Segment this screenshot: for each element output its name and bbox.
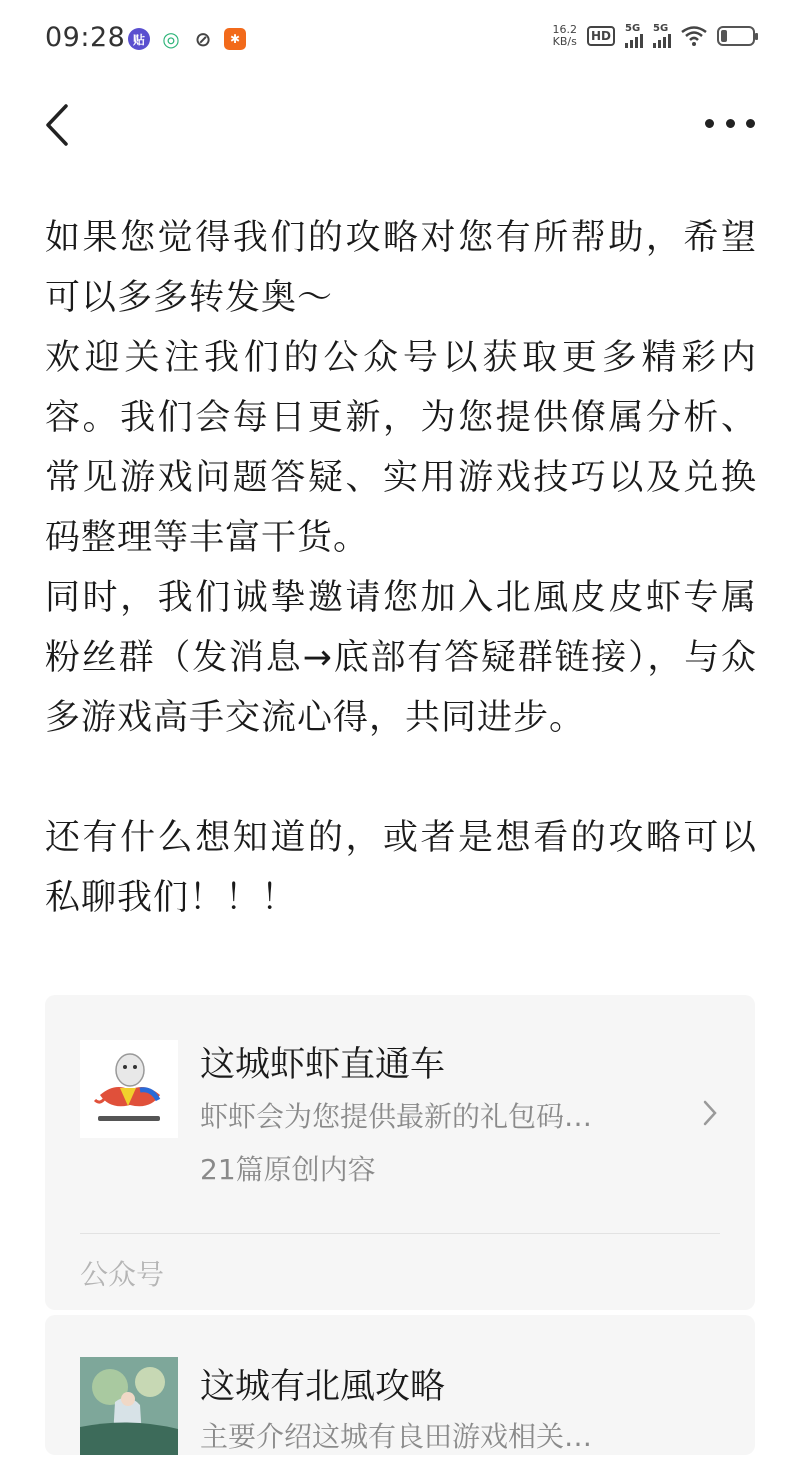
divider (80, 1233, 720, 1234)
account-article-count: 21篇原创内容 (200, 1153, 376, 1186)
link-icon: ⊘ (194, 27, 212, 51)
net-speed-value: 16.2 (552, 23, 577, 36)
status-time: 09:28 (45, 22, 126, 53)
spacer (45, 748, 757, 808)
tieba-icon: 贴 (128, 28, 150, 50)
signal-icon (653, 24, 671, 48)
chevron-right-icon[interactable] (700, 1098, 720, 1128)
more-dot (705, 119, 714, 128)
wechat-pay-icon: ◎ (162, 27, 180, 51)
article-paragraph: 同时，我们诚挚邀请您加入北風皮皮虾专属粉丝群（发消息→底部有答疑群链接），与众多游戏高手交流心得，共同进步。 (45, 578, 757, 738)
back-arrow-icon (40, 100, 80, 150)
account-avatar (80, 1357, 178, 1455)
account-description: 虾虾会为您提供最新的礼包码… (200, 1100, 593, 1133)
account-description: 主要介绍这城有良田游戏相关… (200, 1420, 593, 1453)
article-paragraph: 欢迎关注我们的公众号以获取更多精彩内容。我们会每日更新，为您提供僚属分析、常见游戏问题答疑、实用游戏技巧以及兑换码整理等丰富干货。 (45, 338, 757, 558)
account-name[interactable]: 这城虾虾直通车 (200, 1045, 446, 1085)
more-dot (726, 119, 735, 128)
more-dot (746, 119, 755, 128)
wifi-icon (681, 26, 707, 46)
card-type-label: 公众号 (80, 1258, 165, 1291)
battery-icon (717, 26, 755, 46)
hd-icon: HD (587, 26, 615, 46)
status-bar (0, 0, 800, 80)
signal-icon (625, 24, 643, 48)
net-speed (552, 24, 577, 48)
article-paragraph: 如果您觉得我们的攻略对您有所帮助，希望可以多多转发奥～ (45, 218, 757, 318)
net-speed-unit: KB/s (552, 35, 577, 48)
notification-icons (128, 28, 246, 50)
article-body (45, 208, 757, 928)
back-button[interactable] (40, 100, 80, 150)
official-account-card[interactable] (45, 1315, 755, 1455)
official-account-card[interactable] (45, 995, 755, 1310)
signal-label: 5G (653, 23, 669, 34)
more-button[interactable] (705, 108, 755, 138)
shrimp-logo-icon (80, 1040, 178, 1138)
scenery-avatar-icon (80, 1357, 178, 1455)
system-icons (552, 24, 755, 48)
account-name[interactable]: 这城有北風攻略 (200, 1367, 446, 1407)
account-avatar (80, 1040, 178, 1138)
signal-label: 5G (625, 23, 641, 34)
app-icon: ✱ (224, 28, 246, 50)
article-paragraph: 还有什么想知道的，或者是想看的攻略可以私聊我们！！！ (45, 818, 757, 918)
